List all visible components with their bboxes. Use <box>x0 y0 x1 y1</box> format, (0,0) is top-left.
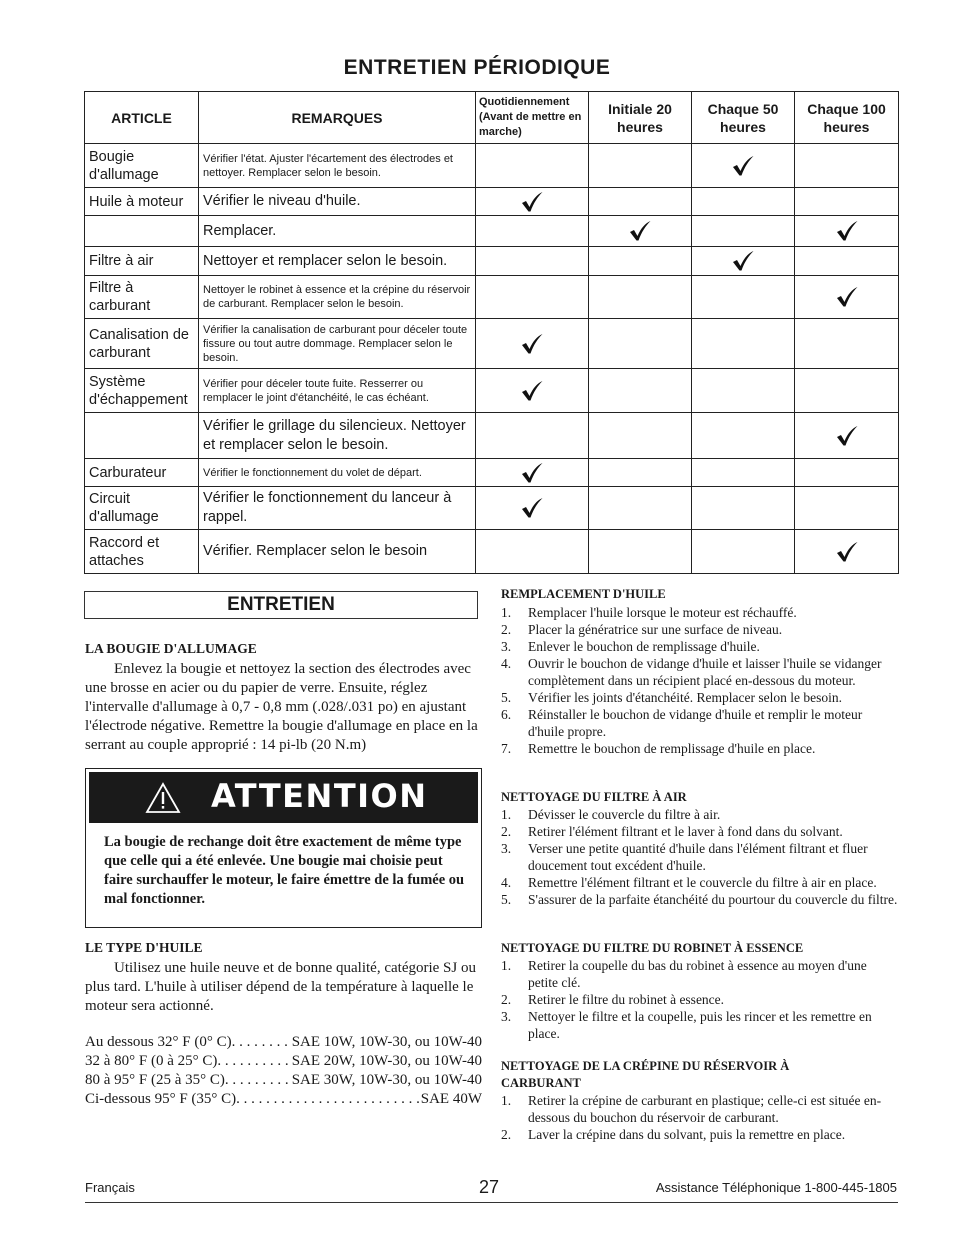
oil-grade: SAE 30W, 10W-30, ou 10W-40 <box>291 1072 482 1088</box>
row-check-cell <box>476 530 589 574</box>
maintenance-schedule-table <box>84 91 899 574</box>
table-row <box>85 319 899 369</box>
step-item <box>501 874 899 891</box>
step-item <box>501 991 899 1008</box>
row-check-cell <box>692 319 795 369</box>
row-check-cell <box>795 369 899 413</box>
header-daily: Quotidiennement (Avant de mettre en marche) <box>476 92 589 144</box>
row-remark: Nettoyer le robinet à essence et la crépine du réservoir de carburant. Remplacer selon le besoin. <box>199 276 476 319</box>
row-check-cell <box>589 487 692 530</box>
page-number: 27 <box>478 1177 500 1197</box>
checkmark-icon <box>520 462 544 484</box>
step-text: Nettoyer le filtre et la coupelle, puis les rincer et les remettre en place. <box>528 1009 872 1041</box>
row-check-cell <box>476 319 589 369</box>
oil-viscosity-row <box>85 1071 482 1090</box>
step-item <box>501 806 899 823</box>
header-initial-20h: Initiale 20 heures <box>589 92 692 144</box>
row-check-cell <box>692 216 795 247</box>
row-check-cell <box>589 413 692 459</box>
row-check-cell <box>476 247 589 276</box>
row-check-cell <box>692 276 795 319</box>
oil-viscosity-row <box>85 1090 482 1109</box>
row-remark: Nettoyer et remplacer selon le besoin. <box>199 247 476 276</box>
step-text: Verser une petite quantité d'huile dans l'élément filtrant et fluer doucement tout excédent d'huile. <box>528 841 868 873</box>
step-number: 1. <box>501 958 512 973</box>
row-check-cell <box>795 216 899 247</box>
oil-change-steps <box>501 604 899 757</box>
checkmark-icon <box>520 333 544 355</box>
step-number: 6. <box>501 707 512 722</box>
oil-temperature: 32 à 80° F (0 à 25° C) <box>85 1053 218 1069</box>
section-title-entretien: ENTRETIEN <box>84 591 478 619</box>
row-article: Circuit d'allumage <box>85 487 199 530</box>
step-item <box>501 638 899 655</box>
fuel-valve-heading: NETTOYAGE DU FILTRE DU ROBINET À ESSENCE <box>501 941 804 955</box>
table-row <box>85 459 899 487</box>
row-check-cell <box>692 530 795 574</box>
row-check-cell <box>589 319 692 369</box>
row-check-cell <box>589 459 692 487</box>
step-item <box>501 891 899 908</box>
attention-text: La bougie de rechange doit être exactement de même type que celle qui a été enlevée. Une bougie mai choisie peut faire surchauffer le moteur, le faire émettre de la fumée ou mal fonctionner. <box>104 834 465 907</box>
row-remark: Remplacer. <box>199 216 476 247</box>
step-item <box>501 689 899 706</box>
air-filter-heading: NETTOYAGE DU FILTRE À AIR <box>501 790 687 804</box>
row-check-cell <box>476 144 589 188</box>
step-text: Réinstaller le bouchon de vidange d'huile et remplir le moteur d'huile propre. <box>528 707 863 739</box>
row-remark: Vérifier l'état. Ajuster l'écartement des électrodes et nettoyer. Remplacer selon le besoin. <box>199 144 476 188</box>
checkmark-icon <box>628 220 652 242</box>
row-article: Filtre à air <box>85 247 199 276</box>
oil-grade: SAE 20W, 10W-30, ou 10W-40 <box>291 1053 482 1069</box>
step-item <box>501 655 899 689</box>
footer-support-phone: Assistance Téléphonique 1-800-445-1805 <box>655 1180 897 1195</box>
step-text: Enlever le bouchon de remplissage d'huile. <box>528 639 760 654</box>
row-article: Carburateur <box>85 459 199 487</box>
oil-type-heading: LE TYPE D'HUILE <box>85 940 203 955</box>
oil-type-text: Utilisez une huile neuve et de bonne qualité, catégorie SJ ou plus tard. L'huile à utiliser dépend de la température à laquelle le moteur sera actionné. <box>85 960 476 1014</box>
table-row <box>85 413 899 459</box>
row-remark: Vérifier le fonctionnement du volet de départ. <box>199 459 476 487</box>
leader-dots <box>236 1090 421 1109</box>
checkmark-icon <box>835 541 859 563</box>
step-text: Laver la crépine dans du solvant, puis la remettre en place. <box>528 1127 846 1142</box>
step-item <box>501 1008 899 1042</box>
row-check-cell <box>476 459 589 487</box>
row-check-cell <box>692 188 795 216</box>
step-number: 2. <box>501 824 512 839</box>
checkmark-icon <box>731 155 755 177</box>
row-article: Raccord et attaches <box>85 530 199 574</box>
step-number: 5. <box>501 892 512 907</box>
leader-dots <box>225 1071 292 1090</box>
step-number: 2. <box>501 1127 512 1142</box>
step-item <box>501 706 899 740</box>
air-filter-steps <box>501 806 899 908</box>
step-number: 4. <box>501 656 512 671</box>
checkmark-icon <box>520 191 544 213</box>
table-row <box>85 247 899 276</box>
header-remarques: REMARQUES <box>199 92 476 144</box>
checkmark-icon <box>835 220 859 242</box>
step-number: 1. <box>501 1093 512 1108</box>
step-text: Ouvrir le bouchon de vidange d'huile et laisser l'huile se vidanger complètement dans un récipient placé en-dessous du moteur. <box>528 656 882 688</box>
row-check-cell <box>692 413 795 459</box>
row-check-cell <box>476 216 589 247</box>
step-number: 5. <box>501 690 512 705</box>
row-check-cell <box>692 459 795 487</box>
table-row <box>85 188 899 216</box>
row-remark: Vérifier le grillage du silencieux. Nettoyer et remplacer selon le besoin. <box>199 413 476 459</box>
row-check-cell <box>795 319 899 369</box>
step-text: Remplacer l'huile lorsque le moteur est réchauffé. <box>528 605 797 620</box>
step-item <box>501 740 899 757</box>
table-row <box>85 144 899 188</box>
step-number: 3. <box>501 1009 512 1024</box>
row-remark: Vérifier la canalisation de carburant pour déceler toute fissure ou tout autre dommage. Remplacer selon le besoin. <box>199 319 476 369</box>
row-article: Filtre à carburant <box>85 276 199 319</box>
step-number: 3. <box>501 841 512 856</box>
row-check-cell <box>795 188 899 216</box>
step-text: S'assurer de la parfaite étanchéité du pourtour du couvercle du filtre. <box>528 892 898 907</box>
checkmark-icon <box>520 380 544 402</box>
row-check-cell <box>589 247 692 276</box>
row-check-cell <box>795 487 899 530</box>
row-article <box>85 216 199 247</box>
row-check-cell <box>589 188 692 216</box>
row-article: Système d'échappement <box>85 369 199 413</box>
row-check-cell <box>589 144 692 188</box>
step-item <box>501 823 899 840</box>
step-text: Dévisser le couvercle du filtre à air. <box>528 807 721 822</box>
attention-warning-box <box>85 768 482 928</box>
row-check-cell <box>795 144 899 188</box>
row-check-cell <box>795 247 899 276</box>
oil-temperature: Ci-dessous 95° F (35° C) <box>85 1091 237 1107</box>
step-number: 2. <box>501 622 512 637</box>
row-remark: Vérifier pour déceler toute fuite. Resserrer ou remplacer le joint d'étanchéité, le cas échéant. <box>199 369 476 413</box>
row-check-cell <box>795 413 899 459</box>
table-body <box>85 144 899 574</box>
row-check-cell <box>476 188 589 216</box>
attention-banner <box>89 772 478 823</box>
header-every-100h: Chaque 100 heures <box>795 92 899 144</box>
tank-strainer-steps <box>501 1092 899 1143</box>
step-number: 3. <box>501 639 512 654</box>
row-remark: Vérifier le niveau d'huile. <box>199 188 476 216</box>
row-remark: Vérifier. Remplacer selon le besoin <box>199 530 476 574</box>
row-check-cell <box>692 369 795 413</box>
row-check-cell <box>795 530 899 574</box>
row-check-cell <box>589 216 692 247</box>
step-text: Retirer la crépine de carburant en plastique; celle-ci est située en-dessous du bouchon du réservoir de carburant. <box>528 1093 882 1125</box>
footer-language: Français <box>85 1180 135 1195</box>
table-row <box>85 276 899 319</box>
row-article: Bougie d'allumage <box>85 144 199 188</box>
step-text: Retirer le filtre du robinet à essence. <box>528 992 725 1007</box>
step-text: Remettre le bouchon de remplissage d'huile en place. <box>528 741 816 756</box>
step-number: 7. <box>501 741 512 756</box>
step-item <box>501 621 899 638</box>
checkmark-icon <box>520 497 544 519</box>
row-check-cell <box>476 413 589 459</box>
table-row <box>85 369 899 413</box>
checkmark-icon <box>835 425 859 447</box>
page-title: ENTRETIEN PÉRIODIQUE <box>343 56 611 79</box>
leader-dots <box>217 1052 291 1071</box>
row-article: Canalisation de carburant <box>85 319 199 369</box>
step-item <box>501 1126 899 1143</box>
step-text: Retirer l'élément filtrant et le laver à fond dans du solvant. <box>528 824 843 839</box>
step-text: Placer la génératrice sur une surface de niveau. <box>528 622 783 637</box>
row-check-cell <box>589 369 692 413</box>
row-check-cell <box>692 487 795 530</box>
step-number: 1. <box>501 605 512 620</box>
row-article <box>85 413 199 459</box>
step-item <box>501 1092 899 1126</box>
spark-plug-heading: LA BOUGIE D'ALLUMAGE <box>85 641 257 656</box>
oil-change-heading: REMPLACEMENT D'HUILE <box>501 587 666 601</box>
row-check-cell <box>589 530 692 574</box>
header-article: ARTICLE <box>85 92 199 144</box>
row-check-cell <box>795 459 899 487</box>
row-check-cell <box>476 487 589 530</box>
step-number: 4. <box>501 875 512 890</box>
oil-temperature: Au dessous 32° F (0° C) <box>85 1034 232 1050</box>
row-article: Huile à moteur <box>85 188 199 216</box>
warning-triangle-icon <box>145 782 181 814</box>
row-check-cell <box>476 369 589 413</box>
row-check-cell <box>589 276 692 319</box>
row-remark: Vérifier le fonctionnement du lanceur à rappel. <box>199 487 476 530</box>
tank-strainer-heading: NETTOYAGE DE LA CRÉPINE DU RÉSERVOIR À CARBURANT <box>501 1059 790 1090</box>
step-number: 1. <box>501 807 512 822</box>
attention-title: ATTENTION <box>211 777 428 815</box>
row-check-cell <box>795 276 899 319</box>
checkmark-icon <box>835 286 859 308</box>
table-row <box>85 487 899 530</box>
step-text: Remettre l'élément filtrant et le couvercle du filtre à air en place. <box>528 875 877 890</box>
oil-viscosity-row <box>85 1052 482 1071</box>
header-every-50h: Chaque 50 heures <box>692 92 795 144</box>
footer-divider <box>85 1202 898 1203</box>
row-check-cell <box>692 144 795 188</box>
oil-grade: SAE 40W <box>420 1091 482 1107</box>
oil-grade: SAE 10W, 10W-30, ou 10W-40 <box>291 1034 482 1050</box>
table-row <box>85 216 899 247</box>
step-item <box>501 840 899 874</box>
row-check-cell <box>692 247 795 276</box>
step-number: 2. <box>501 992 512 1007</box>
step-text: Vérifier les joints d'étanchéité. Remplacer selon le besoin. <box>528 690 842 705</box>
fuel-valve-steps <box>501 957 899 1042</box>
step-item <box>501 957 899 991</box>
row-check-cell <box>476 276 589 319</box>
oil-temperature: 80 à 95° F (25 à 35° C) <box>85 1072 225 1088</box>
leader-dots <box>232 1033 292 1052</box>
oil-viscosity-row <box>85 1033 482 1052</box>
step-item <box>501 604 899 621</box>
step-text: Retirer la coupelle du bas du robinet à essence au moyen d'une petite clé. <box>528 958 867 990</box>
table-row <box>85 530 899 574</box>
spark-plug-text: Enlevez la bougie et nettoyez la section des électrodes avec une brosse en acier ou du papier de verre. Ensuite, réglez l'intervalle d'allumage à 0,7 - 0,8 mm (.028/.031 po) en ajustant l'électrode négative. Remettre la bougie d'allumage en place en la serrant au couple approprié : 14 pi-lb (20 N.m) <box>85 661 478 753</box>
checkmark-icon <box>731 250 755 272</box>
